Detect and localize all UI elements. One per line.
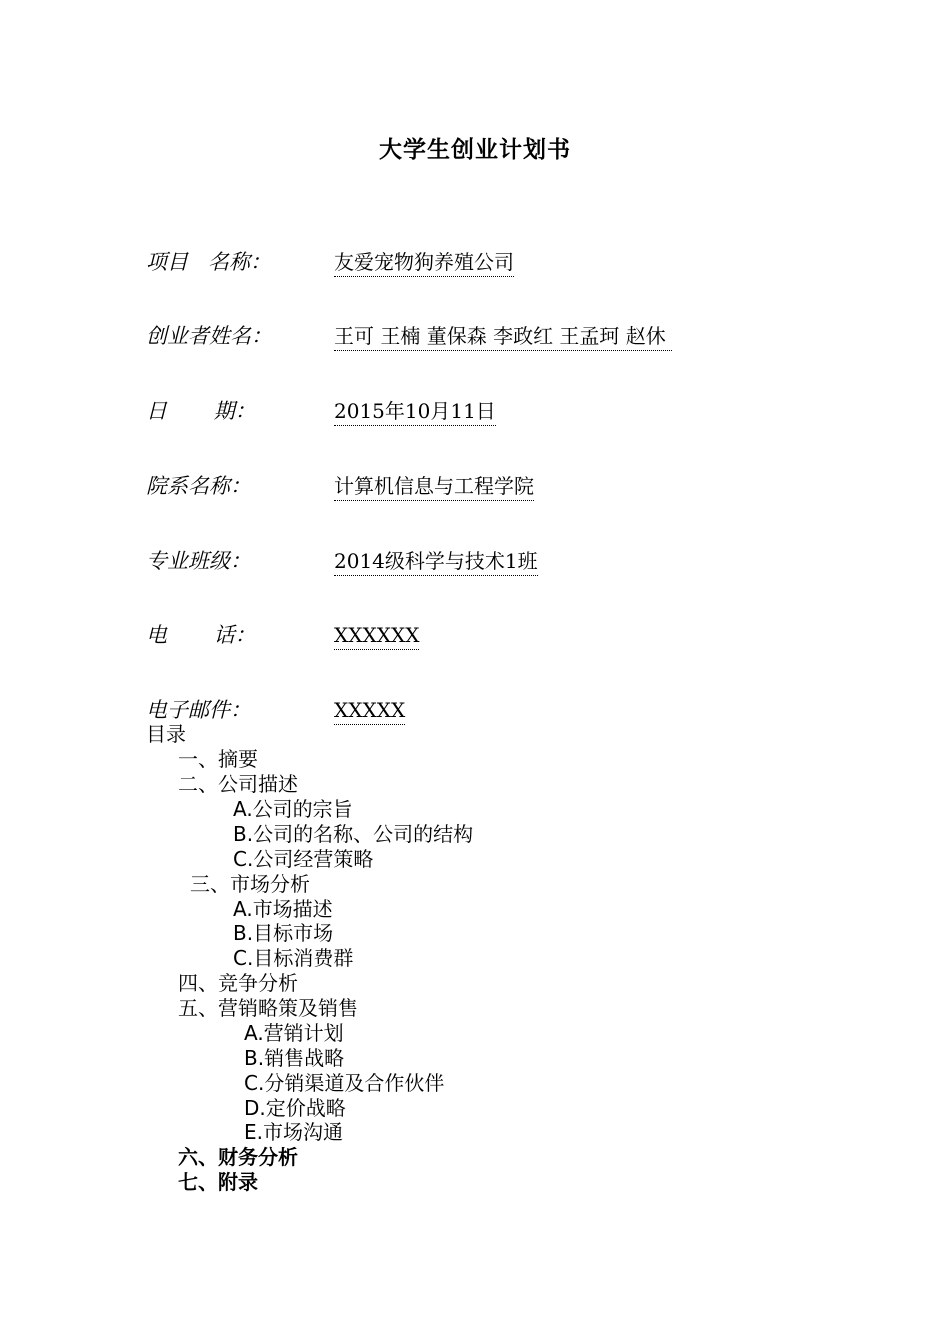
founders-value: 王可 王楠 董保森 李政红 王孟珂 赵休 [334, 322, 672, 351]
phone-label: 电 话： [146, 623, 256, 647]
toc-subitem: E.市场沟通 [244, 1120, 343, 1144]
toc-item: 四、竞争分析 [178, 971, 298, 995]
class-label: 专业班级： [146, 549, 251, 573]
phone-value: XXXXXX [334, 621, 419, 650]
email-value: XXXXX [334, 696, 405, 725]
founders-label: 创业者姓名： [146, 324, 272, 348]
toc-item: 二、公司描述 [178, 772, 298, 796]
document-title: 大学生创业计划书 [379, 137, 571, 163]
toc-subitem: C.公司经营策略 [233, 847, 374, 871]
toc-item: 五、营销略策及销售 [178, 996, 358, 1020]
toc-title: 目录 [146, 722, 186, 746]
toc-item: 一、摘要 [178, 747, 258, 771]
toc-item: 七、附录 [178, 1170, 258, 1194]
toc-item: 三、市场分析 [190, 872, 310, 896]
department-value: 计算机信息与工程学院 [334, 472, 534, 501]
toc-subitem: B.目标市场 [233, 921, 334, 945]
date-label: 日 期： [146, 399, 256, 423]
project-name-value: 友爱宠物狗养殖公司 [334, 248, 514, 277]
email-label: 电子邮件： [146, 698, 251, 722]
toc-subitem: B.销售战略 [244, 1046, 345, 1070]
toc-subitem: A.市场描述 [233, 897, 333, 921]
toc-subitem: C.目标消费群 [233, 946, 354, 970]
toc-subitem: D.定价战略 [244, 1096, 346, 1120]
project-name-label: 项目 名称： [146, 250, 272, 274]
toc-subitem: A.营销计划 [244, 1021, 344, 1045]
toc-subitem: A.公司的宗旨 [233, 797, 353, 821]
department-label: 院系名称： [146, 474, 251, 498]
class-value: 2014级科学与技术1班 [334, 547, 538, 576]
toc-item: 六、财务分析 [178, 1145, 298, 1169]
toc-subitem: C.分销渠道及合作伙伴 [244, 1071, 445, 1095]
date-value: 2015年10月11日 [334, 397, 496, 426]
toc-subitem: B.公司的名称、公司的结构 [233, 822, 474, 846]
